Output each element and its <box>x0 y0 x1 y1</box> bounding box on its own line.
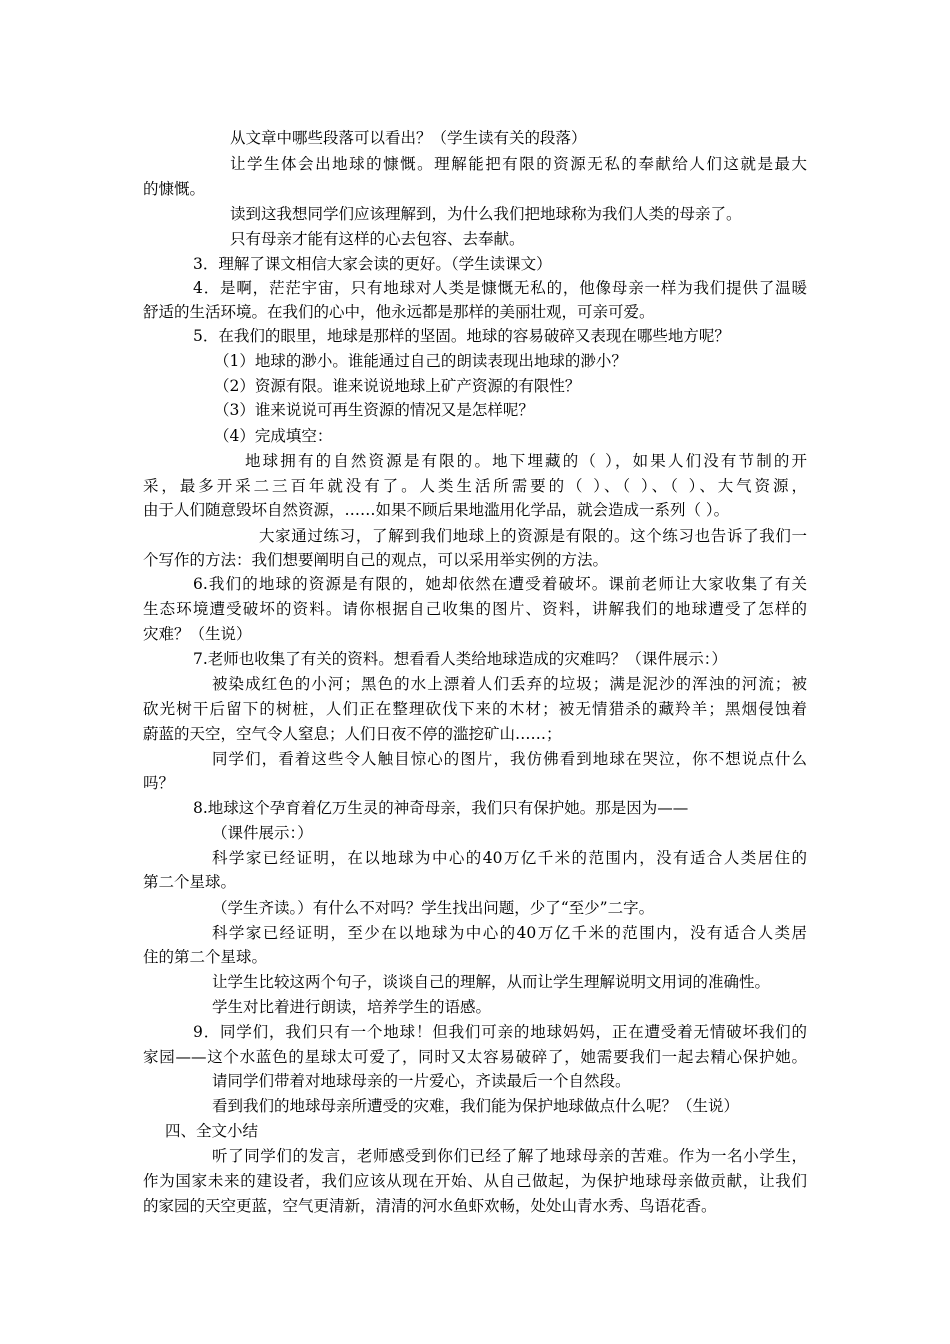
text-line: （学生齐读。）有什么不对吗？学生找出问题，少了“至少”二字。 <box>212 899 655 917</box>
text-line: 学生对比着进行朗读，培养学生的语感。 <box>212 998 492 1016</box>
text-line: 6.我们的地球的资源是有限的，她却依然在遭受着破坏。课前老师让大家收集了有关 <box>193 575 807 593</box>
text-line: 大家通过练习，了解到我们地球上的资源是有限的。这个练习也告诉了我们一 <box>259 527 807 545</box>
text-line: 科学家已经证明，至少在以地球为中心的40万亿千米的范围内，没有适合人类居 <box>212 924 807 942</box>
text-line: 听了同学们的发言，老师感受到你们已经了解了地球母亲的苦难。作为一名小学生， <box>212 1147 807 1165</box>
fill-blank-line: 由于人们随意毁坏自然资源，……如果不顾后果地滥用化学品，就会造成一系列（ ）。 <box>143 501 730 519</box>
text-line: 的家园的天空更蓝，空气更清新，清清的河水鱼虾欢畅，处处山青水秀、鸟语花香。 <box>143 1197 717 1215</box>
text-line: 8.地球这个孕育着亿万生灵的神奇母亲，我们只有保护她。那是因为—— <box>193 799 689 817</box>
text-line: 家园——这个水蓝色的星球太可爱了，同时又太容易破碎了，她需要我们一起去精心保护她。 <box>143 1048 807 1066</box>
text-line: 蔚蓝的天空，空气令人窒息；人们日夜不停的滥挖矿山……； <box>143 725 562 743</box>
text-line: 第二个星球。 <box>143 873 237 891</box>
text-line: 同学们，看着这些令人触目惊心的图片，我仿佛看到地球在哭泣，你不想说点什么 <box>212 750 807 768</box>
text-line: 的慷慨。 <box>143 180 206 198</box>
fill-blank-line: 采，最多开采二三百年就没有了。人类生活所需要的（ ）、（ ）、（ ）、大气资源， <box>143 477 807 495</box>
text-line: 生态环境遭受破坏的资料。请你根据自己收集的图片、资料，讲解我们的地球遭受了怎样的 <box>143 600 807 618</box>
text-line: （3）谁来说说可再生资源的情况又是怎样呢？ <box>214 401 534 419</box>
text-line: 从文章中哪些段落可以看出？（学生读有关的段落） <box>230 129 587 147</box>
text-line: 3．理解了课文相信大家会读的更好。（学生读课文） <box>193 255 552 273</box>
text-line: 被染成红色的小河；黑色的水上漂着人们丢弃的垃圾；满是泥沙的浑浊的河流；被 <box>212 675 807 693</box>
text-line: 个写作的方法：我们想要阐明自己的观点，可以采用举实例的方法。 <box>143 551 609 569</box>
text-line: 5．在我们的眼里，地球是那样的坚固。地球的容易破碎又表现在哪些地方呢？ <box>193 327 730 345</box>
text-line: 9．同学们，我们只有一个地球！但我们可亲的地球妈妈，正在遭受着无情破坏我们的 <box>193 1023 807 1041</box>
text-line: 让学生体会出地球的慷慨。理解能把有限的资源无私的奉献给人们这就是最大 <box>230 155 807 173</box>
text-line: 4．是啊，茫茫宇宙，只有地球对人类是慷慨无私的，他像母亲一样为我们提供了温暖 <box>193 279 807 297</box>
text-line: 住的第二个星球。 <box>143 948 268 966</box>
text-line: （4）完成填空： <box>214 427 333 445</box>
text-line: 读到这我想同学们应该理解到，为什么我们把地球称为我们人类的母亲了。 <box>230 205 742 223</box>
text-line: 砍光树干后留下的树桩，人们正在整理砍伐下来的木材；被无情猎杀的藏羚羊；黑烟侵蚀着 <box>143 700 807 718</box>
text-line: 让学生比较这两个句子，谈谈自己的理解，从而让学生理解说明文用词的准确性。 <box>212 973 771 991</box>
text-line: （2）资源有限。谁来说说地球上矿产资源的有限性？ <box>214 377 581 395</box>
section-heading: 四、全文小结 <box>165 1122 259 1140</box>
text-line: 舒适的生活环境。在我们的心中，他永远都是那样的美丽壮观，可亲可爱。 <box>143 303 655 321</box>
text-line: 科学家已经证明，在以地球为中心的40万亿千米的范围内，没有适合人类居住的 <box>212 849 807 867</box>
text-line: 作为国家未来的建设者，我们应该从现在开始、从自己做起，为保护地球母亲做贡献，让我们 <box>143 1172 807 1190</box>
text-line: （课件展示：） <box>212 824 313 842</box>
text-line: 只有母亲才能有这样的心去包容、去奉献。 <box>230 230 525 248</box>
text-line: 看到我们的地球母亲所遭受的灾难，我们能为保护地球做点什么呢？（生说） <box>212 1097 740 1115</box>
text-line: 吗？ <box>143 774 175 792</box>
text-line: 灾难？（生说） <box>143 625 252 643</box>
fill-blank-line: 地球拥有的自然资源是有限的。地下埋藏的（ ），如果人们没有节制的开 <box>245 452 807 470</box>
text-line: 请同学们带着对地球母亲的一片爱心，齐读最后一个自然段。 <box>212 1072 631 1090</box>
text-line: 7.老师也收集了有关的资料。想看看人类给地球造成的灾难吗？（课件展示：） <box>193 650 728 668</box>
text-line: （1）地球的渺小。谁能通过自己的朗读表现出地球的渺小？ <box>214 352 627 370</box>
